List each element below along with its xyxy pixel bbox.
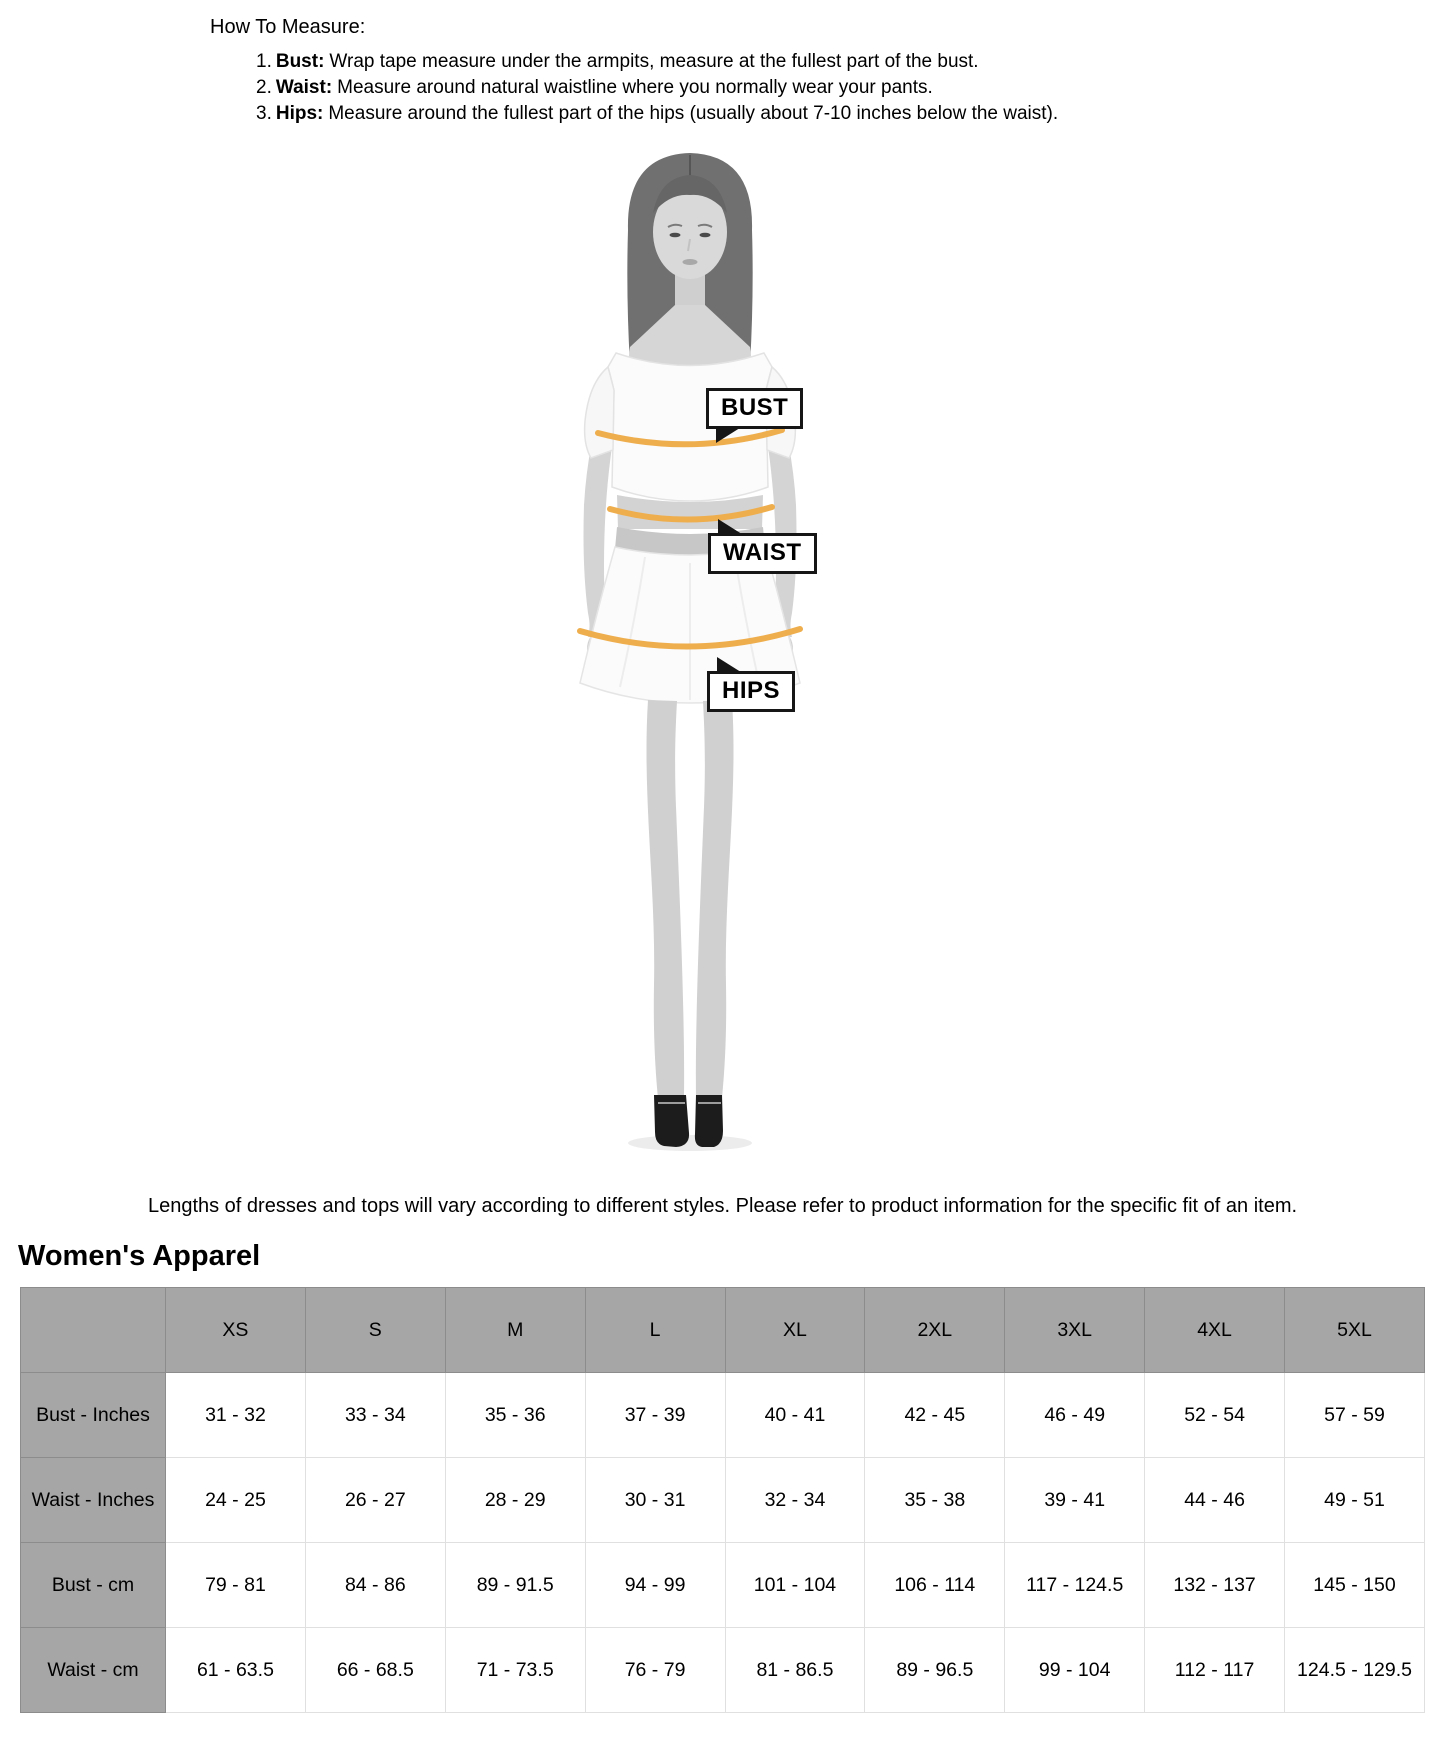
size-value-cell: 71 - 73.5 xyxy=(445,1628,585,1713)
measure-step-waist xyxy=(256,75,1445,101)
size-value-cell: 99 - 104 xyxy=(1005,1628,1145,1713)
size-value-cell: 33 - 34 xyxy=(305,1373,445,1458)
size-column-header: XS xyxy=(166,1288,306,1373)
size-column-header: XL xyxy=(725,1288,865,1373)
size-value-cell: 35 - 38 xyxy=(865,1458,1005,1543)
size-chart-row xyxy=(21,1628,1425,1713)
size-chart-body xyxy=(21,1373,1425,1713)
eye-left xyxy=(670,233,681,238)
step-text: Wrap tape measure under the armpits, measure at the fullest part of the bust. xyxy=(329,51,979,72)
measure-step-bust xyxy=(256,49,1445,75)
row-label: Waist - Inches xyxy=(21,1458,166,1543)
size-value-cell: 84 - 86 xyxy=(305,1543,445,1628)
size-column-header: 5XL xyxy=(1285,1288,1425,1373)
step-number: 1. xyxy=(256,51,272,72)
size-value-cell: 52 - 54 xyxy=(1145,1373,1285,1458)
size-value-cell: 89 - 96.5 xyxy=(865,1628,1005,1713)
measure-steps-list xyxy=(210,49,1445,127)
bust-callout-text: BUST xyxy=(721,394,789,421)
model-photo xyxy=(470,135,910,1155)
size-column-header: 3XL xyxy=(1005,1288,1145,1373)
size-value-cell: 61 - 63.5 xyxy=(166,1628,306,1713)
size-value-cell: 42 - 45 xyxy=(865,1373,1005,1458)
size-chart-head xyxy=(21,1288,1425,1373)
size-value-cell: 37 - 39 xyxy=(585,1373,725,1458)
hips-callout-text: HIPS xyxy=(722,677,781,704)
size-value-cell: 30 - 31 xyxy=(585,1458,725,1543)
size-value-cell: 44 - 46 xyxy=(1145,1458,1285,1543)
callout-pointer-icon xyxy=(718,519,745,536)
size-chart-title: Women's Apparel xyxy=(18,1240,261,1272)
size-value-cell: 124.5 - 129.5 xyxy=(1285,1628,1425,1713)
size-chart-table xyxy=(20,1287,1425,1713)
step-number: 2. xyxy=(256,77,272,98)
size-column-header: L xyxy=(585,1288,725,1373)
size-column-header: M xyxy=(445,1288,585,1373)
sleeve-left xyxy=(585,367,614,458)
callout-pointer-icon xyxy=(717,657,744,674)
size-value-cell: 24 - 25 xyxy=(166,1458,306,1543)
size-value-cell: 49 - 51 xyxy=(1285,1458,1425,1543)
size-value-cell: 35 - 36 xyxy=(445,1373,585,1458)
size-value-cell: 32 - 34 xyxy=(725,1458,865,1543)
eye-right xyxy=(700,233,711,238)
how-to-measure-title: How To Measure: xyxy=(210,16,366,38)
leg-left xyxy=(646,700,684,1098)
size-column-header: S xyxy=(305,1288,445,1373)
measure-step-hips xyxy=(256,101,1445,127)
size-chart-header-row xyxy=(21,1288,1425,1373)
bust-callout xyxy=(706,388,803,429)
size-column-header: 2XL xyxy=(865,1288,1005,1373)
row-label: Bust - cm xyxy=(21,1543,166,1628)
size-value-cell: 89 - 91.5 xyxy=(445,1543,585,1628)
size-value-cell: 66 - 68.5 xyxy=(305,1628,445,1713)
waist-callout-text: WAIST xyxy=(723,539,802,566)
how-to-measure-section xyxy=(210,0,1445,127)
step-text: Measure around natural waistline where you normally wear your pants. xyxy=(337,77,933,98)
step-term: Hips: xyxy=(275,103,324,124)
size-value-cell: 117 - 124.5 xyxy=(1005,1543,1145,1628)
row-label: Bust - Inches xyxy=(21,1373,166,1458)
size-value-cell: 57 - 59 xyxy=(1285,1373,1425,1458)
floor-shadow xyxy=(628,1135,752,1151)
hips-callout xyxy=(707,671,795,712)
corner-cell xyxy=(21,1288,166,1373)
size-value-cell: 76 - 79 xyxy=(585,1628,725,1713)
size-value-cell: 132 - 137 xyxy=(1145,1543,1285,1628)
row-label: Waist - cm xyxy=(21,1628,166,1713)
leg-right xyxy=(696,700,734,1098)
size-value-cell: 46 - 49 xyxy=(1005,1373,1145,1458)
size-value-cell: 145 - 150 xyxy=(1285,1543,1425,1628)
step-term: Bust: xyxy=(275,51,325,72)
size-value-cell: 79 - 81 xyxy=(166,1543,306,1628)
waist-callout xyxy=(708,533,817,574)
size-chart-row xyxy=(21,1458,1425,1543)
size-chart-row xyxy=(21,1543,1425,1628)
size-value-cell: 26 - 27 xyxy=(305,1458,445,1543)
lips xyxy=(683,259,698,265)
step-term: Waist: xyxy=(275,77,333,98)
size-value-cell: 28 - 29 xyxy=(445,1458,585,1543)
size-value-cell: 40 - 41 xyxy=(725,1373,865,1458)
size-value-cell: 112 - 117 xyxy=(1145,1628,1285,1713)
size-value-cell: 39 - 41 xyxy=(1005,1458,1145,1543)
size-value-cell: 31 - 32 xyxy=(166,1373,306,1458)
size-chart-row xyxy=(21,1373,1425,1458)
callout-pointer-icon xyxy=(716,426,743,443)
fit-note: Lengths of dresses and tops will vary according to different styles. Please refer to product information for the specific fit of an item. xyxy=(147,1195,1298,1217)
size-value-cell: 81 - 86.5 xyxy=(725,1628,865,1713)
size-value-cell: 106 - 114 xyxy=(865,1543,1005,1628)
model-figure-area xyxy=(0,135,1445,1155)
size-column-header: 4XL xyxy=(1145,1288,1285,1373)
step-text: Measure around the fullest part of the hips (usually about 7-10 inches below the waist). xyxy=(328,103,1059,124)
size-value-cell: 101 - 104 xyxy=(725,1543,865,1628)
step-number: 3. xyxy=(256,103,272,124)
size-value-cell: 94 - 99 xyxy=(585,1543,725,1628)
